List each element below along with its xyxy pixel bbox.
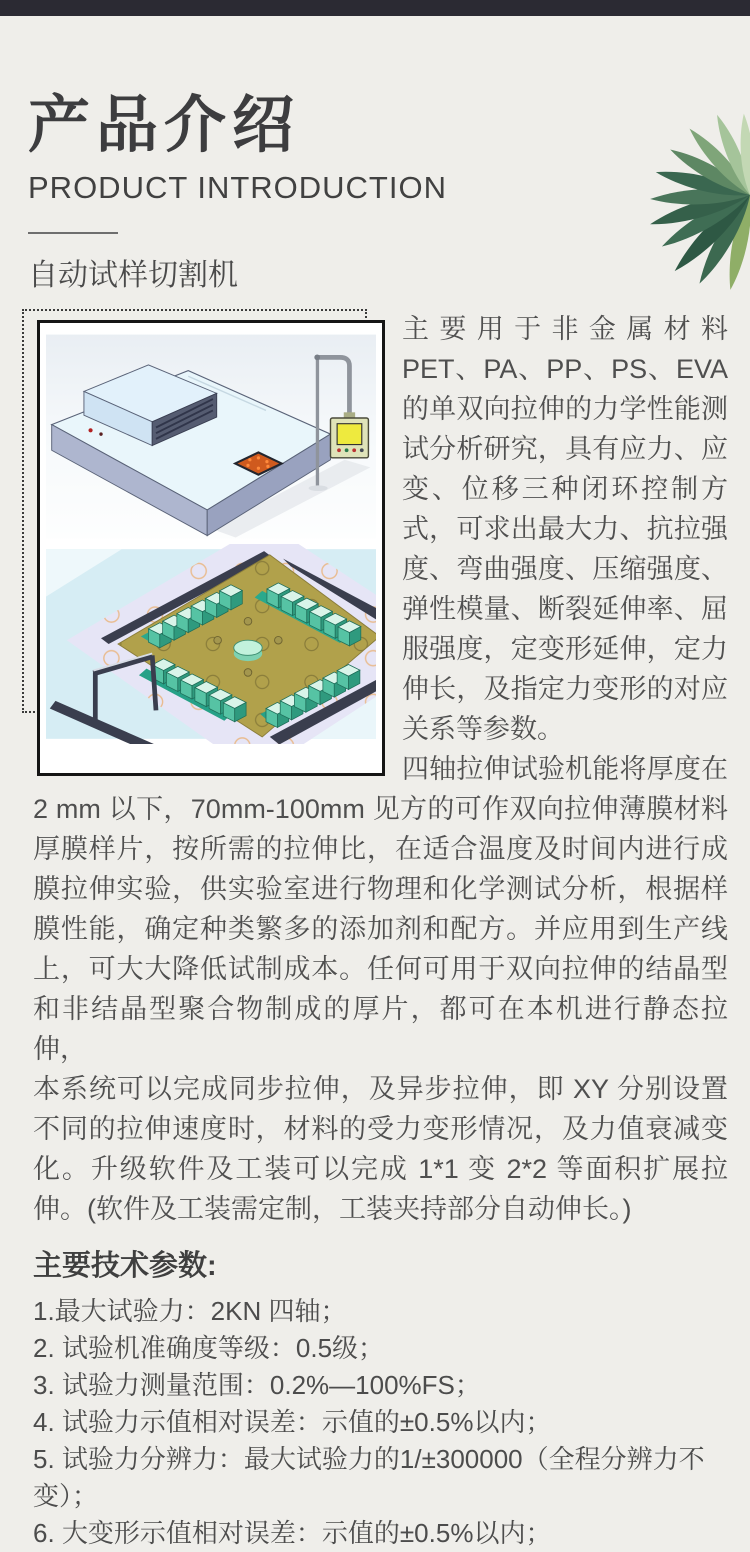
spec-item: 2. 试验机准确度等级：0.5级； (33, 1333, 385, 1363)
intro-paragraph-3: 本系统可以完成同步拉伸，及异步拉伸，即 XY 分别设置不同的拉伸速度时，材料的受力变形情况，及力值衰减变化。升级软件及工装可以完成 1*1 变 2*2 等面积扩展拉伸。(软件及工装需定制，工装夹持部分自动伸长。) (33, 1074, 728, 1224)
page-subtitle: PRODUCT INTRODUCTION (28, 170, 447, 205)
spec-item: 5. 试验力分辨力：最大试验力的1/±300000（全程分辨力不变）； (33, 1444, 705, 1511)
top-bar (0, 0, 750, 16)
fixture-photo (46, 544, 376, 744)
intro-paragraph-1: 主要用于非金属材料 PET、PA、PP、PS、EVA 的单双向拉伸的力学性能测试分析研究，具有应力、应变、位移三种闭环控制方式，可求出最大力、抗拉强度、弯曲强度、压缩强度、弹性模量、断裂延伸率、屈服强度，定变形延伸，定力伸长，及指定力变形的对应关系等参数。 (402, 314, 728, 744)
spec-item: 6. 大变形示值相对误差：示值的±0.5%以内； (33, 1518, 552, 1548)
page-title: 产品介绍 (28, 91, 301, 160)
spec-item: 4. 试验力示值相对误差：示值的±0.5%以内； (33, 1407, 552, 1437)
photo-frame (37, 320, 385, 776)
intro-section (33, 309, 728, 1229)
specs-list (33, 1293, 728, 1552)
specs-heading: 主要技术参数: (33, 1250, 217, 1282)
product-name-heading: 自动试样切割机 (28, 259, 238, 292)
title-divider (28, 232, 118, 234)
specs-section (33, 1249, 728, 1552)
spec-item: 3. 试验力测量范围：0.2%—100%FS； (33, 1370, 481, 1400)
product-figure (22, 309, 385, 776)
intro-paragraph-2: 四轴拉伸试验机能将厚度在 2 mm 以下，70mm-100mm 见方的可作双向拉伸薄膜材料厚膜样片，按所需的拉伸比，在适合温度及时间内进行成膜拉伸实验，供实验室进行物理和化学测试分析，根据样膜性能，确定种类繁多的添加剂和配方。并应用到生产线上，可大大降低试制成本。任何可用于双向拉伸的结晶型和非结晶型聚合物制成的厚片，都可在本机进行静态拉伸， (33, 754, 728, 1064)
header (28, 92, 750, 234)
machine-photo (46, 329, 376, 544)
spec-item: 1.最大试验力：2KN 四轴； (33, 1296, 347, 1326)
